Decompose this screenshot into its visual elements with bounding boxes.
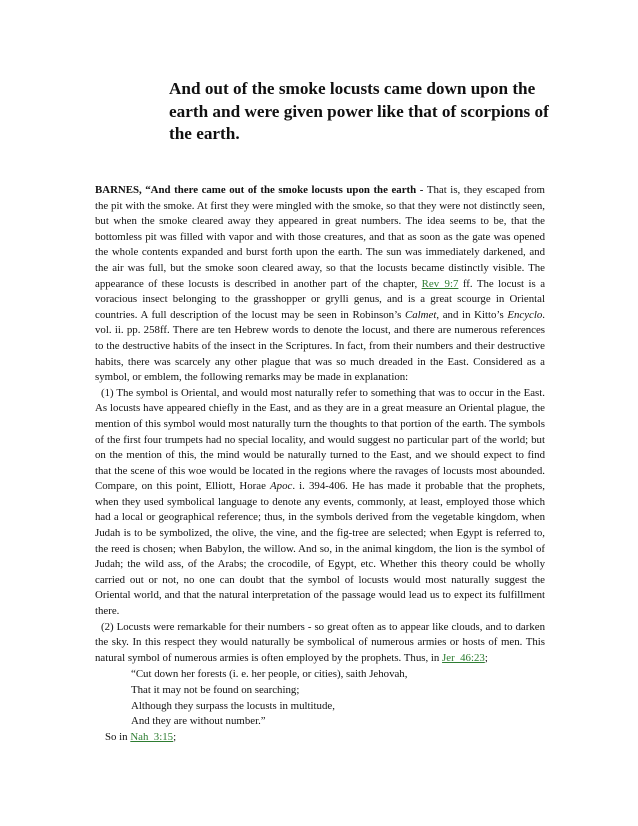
commentary-body (95, 183, 545, 745)
quote-line: And they are without number.” (131, 715, 266, 728)
quote-line: Although they surpass the locusts in multitude, (131, 699, 335, 712)
title-apoc: Apoc (270, 480, 293, 493)
verse-heading: And out of the smoke locusts came down upon the earth and were given power like that of scorpions of the earth. (169, 79, 549, 143)
text-span: ; (484, 651, 488, 664)
text-span: . i. 394-406. He has made it probable that the prophets, when they used symbolical language to denote any events, commonly, at least, employed those which had a local or geographical reference; thus, in the symbols derived from the vegetable kingdom, when Judah is to be symbolized, the olive, the vine, and the fig-tree are selected; when Egypt is referred to, the reed is chosen; when Babylon, the willow. And so, in the animal kingdom, the lion is the symbol of Judah; the wild ass, of the Arabs; the crocodile, of Egypt, etc. Whether this theory could be wholly carried out or not, no one can doubt that the symbol of locusts would most naturally suggest the Oriental world, and that the natural interpretation of the passage would lead us to expect its fulfillment there. (95, 480, 545, 618)
text-span: . vol. ii. pp. 258ff. There are ten Hebrew words to denote the locust, and there are numerous references to the destructive habits of the insect in the Scriptures. In fact, from their numbers and their destructive habits, there was scarcely any other plague that was so much dreaded in the East. Considered as a symbol, or emblem, the following remarks may be made in explanation: (95, 308, 546, 384)
scripture-quote (131, 667, 545, 729)
text-span: That is, they escaped from the pit with the smoke. At first they were mingled with the smoke, so that they were not distinctly seen, but when the smoke cleared away they appeared in great numbers. The idea seems to be, that the bottomless pit was filled with vapor and with those creatures, and that as soon as the gate was opened the whole contents expanded and burst forth upon the earth. The sun was immediately darkened, and the air was full, but the smoke soon cleared away, so that the locusts became distinctly visible. The appearance of these locusts is described in another part of the chapter, (95, 184, 545, 290)
paragraph-so-in (95, 730, 545, 746)
scripture-link-nah-3-15[interactable]: Nah_3:15 (130, 730, 174, 743)
text-span: (1) The symbol is Oriental, and would most naturally refer to something that was to occur in the East. As locusts have appeared chiefly in the East, and as they are in a great measure an Oriental plague, the mention of this symbol would most naturally turn the thoughts to that portion of the earth. The symbols of the first four trumpets had no special locality, and would suggest no particular part of the world; but on the mention of this, the mind would be naturally turned to the East, and we should expect to find that the scene of this woe would be located in the regions where the ravages of locusts most abounded. Compare, on this point, Elliott, Horae (95, 386, 545, 493)
scripture-link-rev-9-7[interactable]: Rev_9:7 (421, 277, 459, 290)
quote-line: “Cut down her forests (i. e. her people, or cities), saith Jehovah, (131, 668, 408, 681)
quote-line: That it may not be found on searching; (131, 684, 300, 696)
paragraph-barnes-intro (95, 183, 545, 386)
text-span: (2) Locusts were remarkable for their numbers - so great often as to appear like clouds, and to darken the sky. In this respect they would naturally be symbolical of numerous armies or hosts of men. This natural symbol of numerous armies is often employed by the prophets. Thus, in (95, 620, 545, 664)
text-span: So in (105, 730, 131, 743)
title-calmet: Calmet (405, 308, 437, 321)
text-span: , and in Kitto’s (436, 308, 508, 321)
title-encyclo: Encyclo (507, 308, 543, 321)
paragraph-point-1 (95, 386, 545, 620)
text-span: ff. The locust is a voracious insect belonging to the grasshopper or grylli genus, and is a great scourge in Oriental countries. A full description of the locust may be seen in Robinson’s (95, 277, 546, 321)
scripture-link-jer-46-23[interactable]: Jer_46:23 (442, 651, 485, 664)
text-span: ; (173, 730, 177, 743)
paragraph-point-2 (95, 620, 545, 667)
barnes-lead: BARNES, “And there came out of the smoke locusts upon the earth - (95, 184, 427, 196)
